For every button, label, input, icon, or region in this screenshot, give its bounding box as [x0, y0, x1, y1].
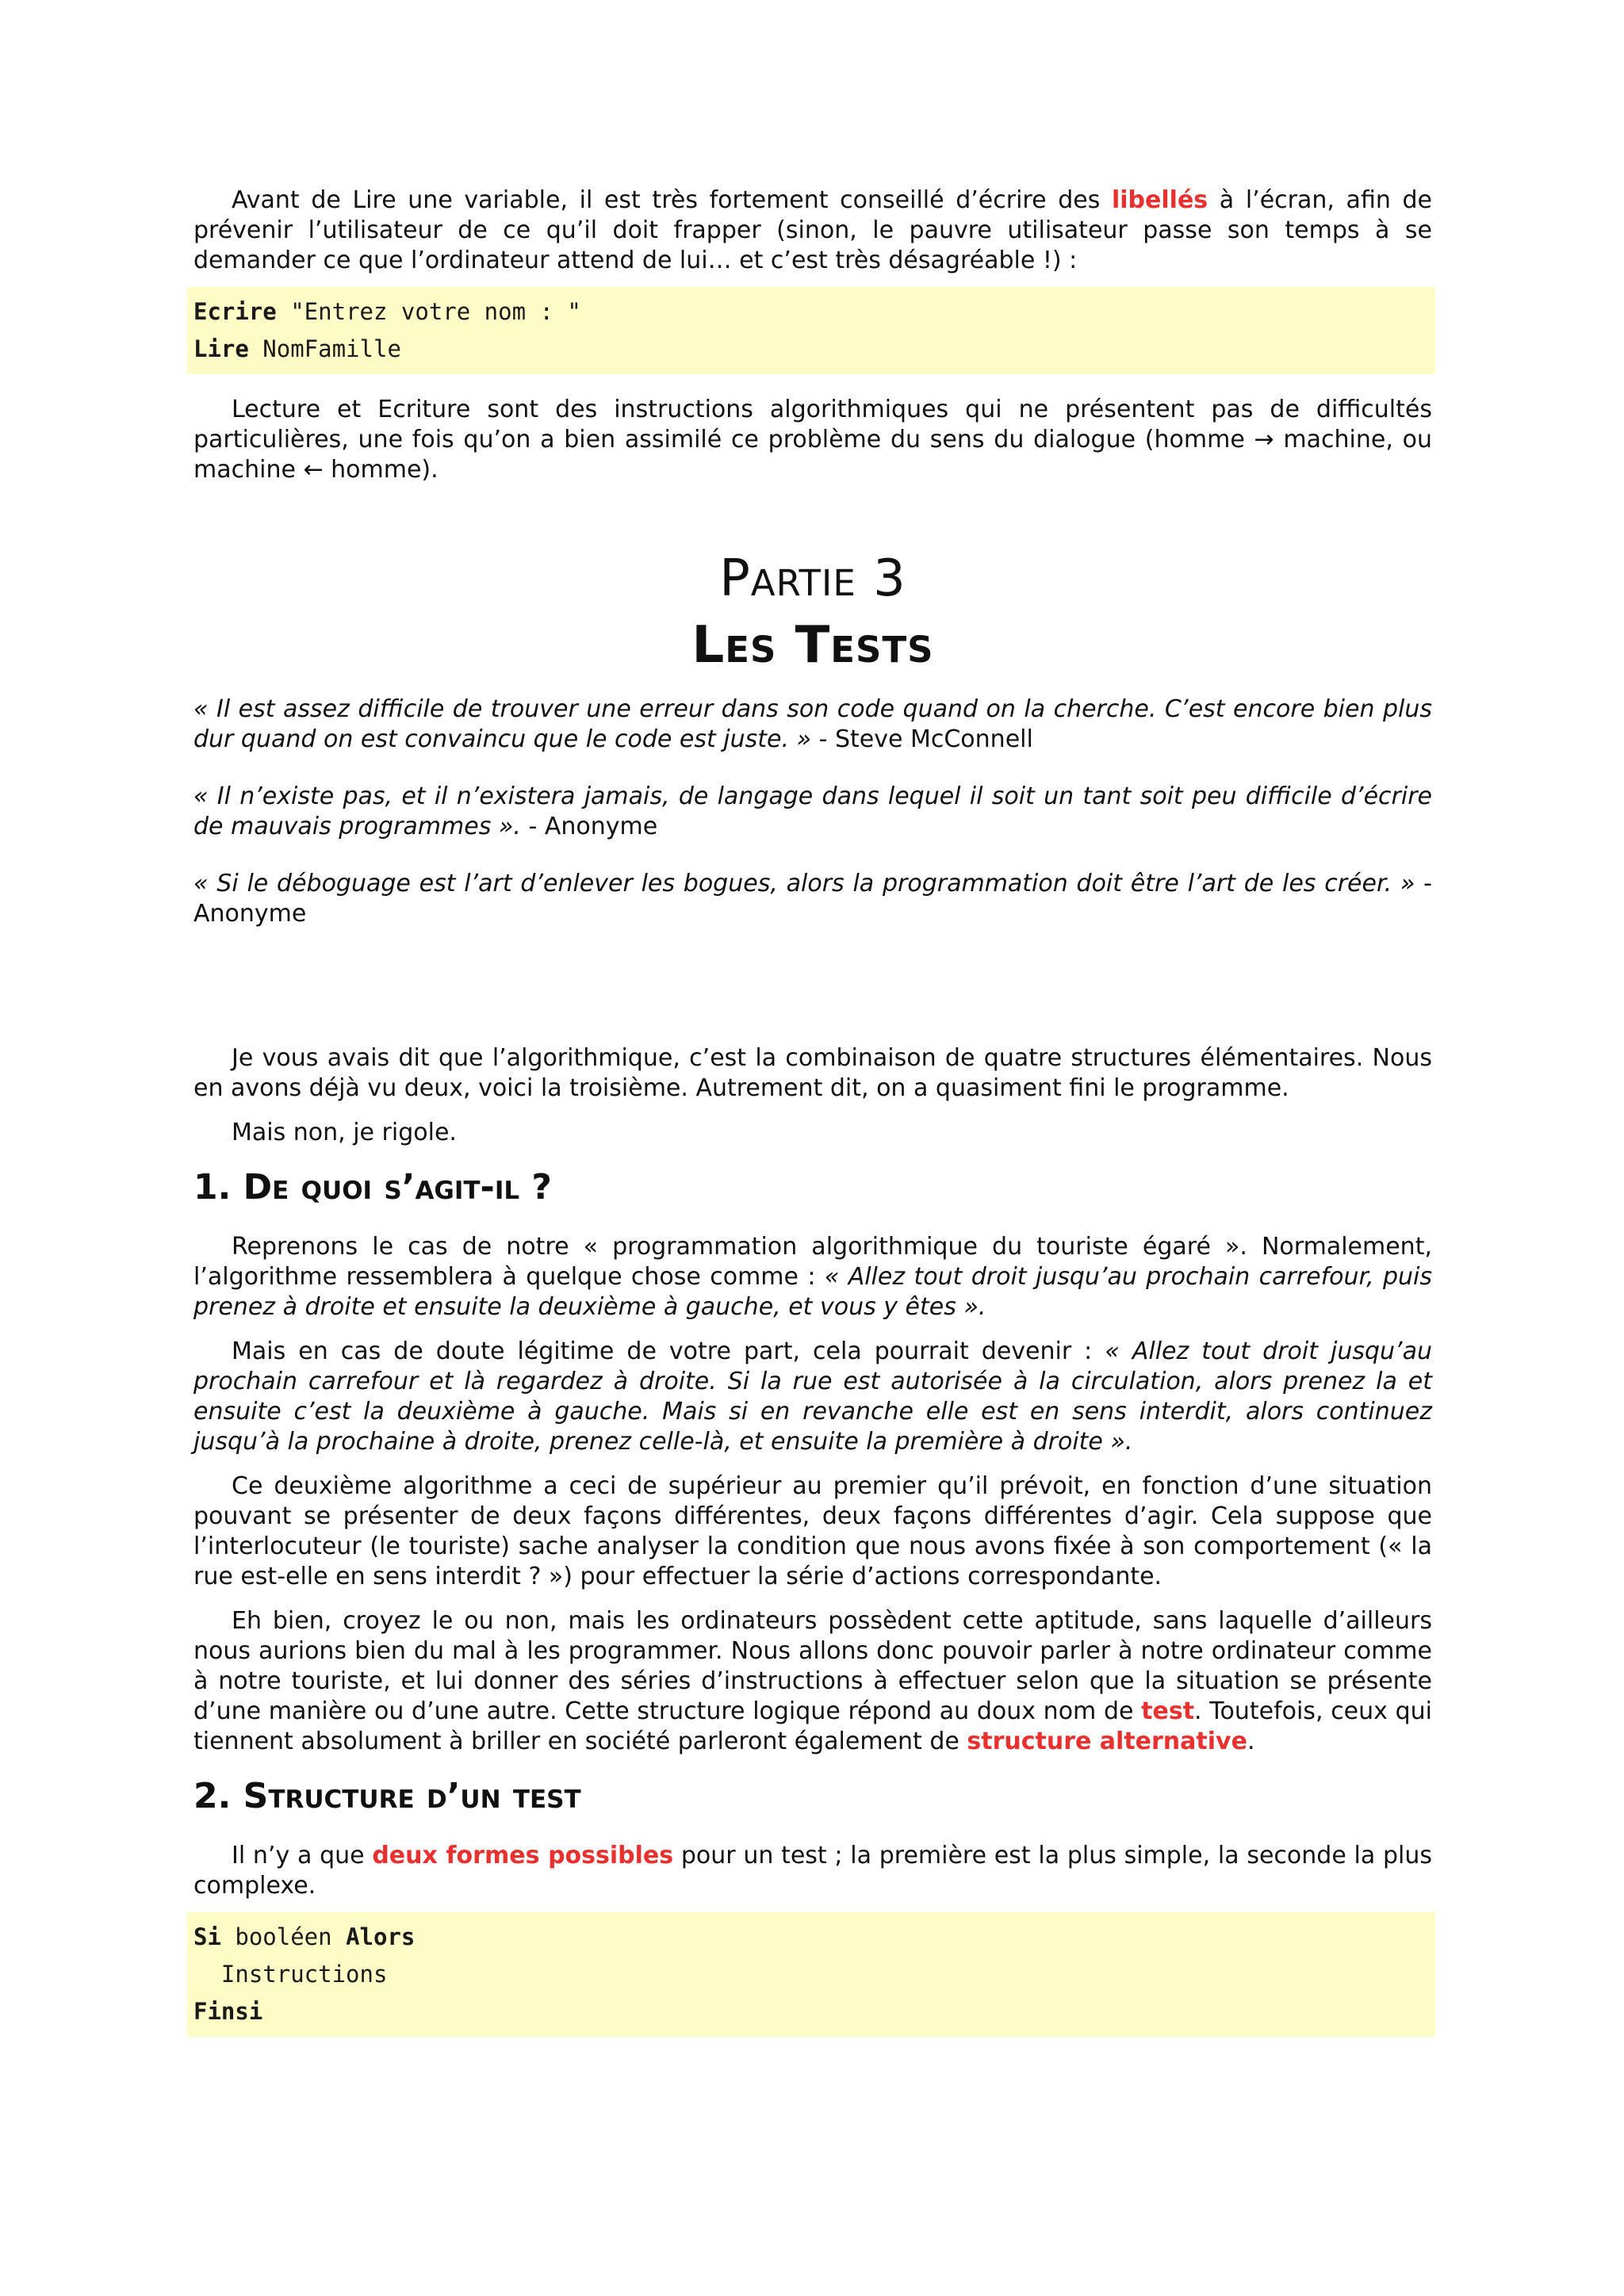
- paragraph-ordinateurs: Eh bien, croyez le ou non, mais les ordinateurs possèdent cette aptitude, sans laquelle d’ailleurs nous aurions bien du mal à les programmer. Nous allons donc pouvoir parler à notre ordinateur comme à notre touriste, et lui donner des séries d’instructions à effectuer selon que la situation se présente d’une manière ou d’une autre. Cette structure logique répond au doux nom de test. Toutefois, ceux qui tiennent absolument à briller en société parleront également de structure alternative.: [193, 1607, 1432, 1755]
- code-line: Ecrire "Entrez votre nom : ": [193, 298, 581, 325]
- highlight-structure-alternative: structure alternative: [967, 1728, 1247, 1755]
- part-title: Les Tests: [691, 616, 934, 675]
- quote-3: « Si le déboguage est l’art d’enlever les bogues, alors la programmation doit être l’art de les créer. » - Anonyme: [193, 870, 1432, 928]
- part-number-title: Partie 3: [719, 549, 906, 608]
- paragraph-structures: Je vous avais dit que l’algorithmique, c’est la combinaison de quatre structures élémentaires. Nous en avons déjà vu deux, voici la troisième. Autrement dit, on a quasiment fini le programme.: [193, 1044, 1432, 1102]
- highlight-libelles: libellés: [1111, 186, 1208, 214]
- code-line: Lire NomFamille: [193, 335, 401, 362]
- paragraph-lecture-ecriture: Lecture et Ecriture sont des instructions algorithmiques qui ne présentent pas de difficultés particulières, une fois qu’on a bien assimilé ce problème du sens du dialogue (homme → machine, ou machine ← homme).: [193, 396, 1432, 484]
- code-line: Instructions: [193, 1961, 388, 1988]
- code-block-si-alors: [187, 1912, 1435, 2037]
- paragraph-touriste: Reprenons le cas de notre « programmation algorithmique du touriste égaré ». Normalement, l’algorithme ressemblera à quelque chose comme : « Allez tout droit jusqu’au prochain carrefour, puis prenez à droite et ensuite la deuxième à gauche, et vous y êtes ».: [193, 1233, 1433, 1321]
- paragraph-deux-formes: Il n’y a que deux formes possibles pour un test ; la première est la plus simple, la seconde la plus complexe.: [193, 1842, 1432, 1900]
- section-heading-1: 1. De quoi s’agit-il ?: [193, 1167, 552, 1207]
- highlight-test: test: [1141, 1697, 1195, 1725]
- intro-paragraph: Avant de Lire une variable, il est très fortement conseillé d’écrire des libellés à l’écran, afin de prévenir l’utilisateur de ce qu’il doit frapper (sinon, le pauvre utilisateur passe son temps à se demander ce que l’ordinateur attend de lui… et c’est très désagréable !) :: [193, 186, 1432, 274]
- paragraph-deuxieme-algorithme: Ce deuxième algorithme a ceci de supérieur au premier qu’il prévoit, en fonction d’une situation pouvant se présenter de deux façons différentes, deux façons différentes d’agir. Cela suppose que l’interlocuteur (le touriste) sache analyser la condition que nous avons fixée à son comportement (« la rue est-elle en sens interdit ? ») pour effectuer la série d’actions correspondante.: [193, 1472, 1432, 1590]
- section-heading-2: 2. Structure d’un test: [193, 1776, 581, 1816]
- code-block-ecrire-lire: [187, 287, 1435, 374]
- code-line: Finsi: [193, 1998, 263, 2025]
- paragraph-rigole: Mais non, je rigole.: [232, 1119, 457, 1146]
- code-line: Si booléen Alors: [193, 1923, 416, 1950]
- document-page: [193, 186, 1432, 2037]
- highlight-deux-formes: deux formes possibles: [372, 1842, 674, 1869]
- paragraph-doute: Mais en cas de doute légitime de votre part, cela pourrait devenir : « Allez tout droit jusqu’au prochain carrefour et là regardez à droite. Si la rue est autorisée à la circulation, alors prenez la et ensuite c’est la deuxième à gauche. Mais si en revanche elle est en sens interdit, alors continuez jusqu’à la prochaine à droite, prenez celle-là, et ensuite la première à droite ».: [193, 1337, 1432, 1456]
- quote-2: « Il n’existe pas, et il n’existera jamais, de langage dans lequel il soit un tant soit peu difficile d’écrire de mauvais programmes ». - Anonyme: [193, 783, 1432, 840]
- quote-1: « Il est assez difficile de trouver une erreur dans son code quand on la cherche. C’est encore bien plus dur quand on est convaincu que le code est juste. » - Steve McConnell: [193, 695, 1432, 753]
